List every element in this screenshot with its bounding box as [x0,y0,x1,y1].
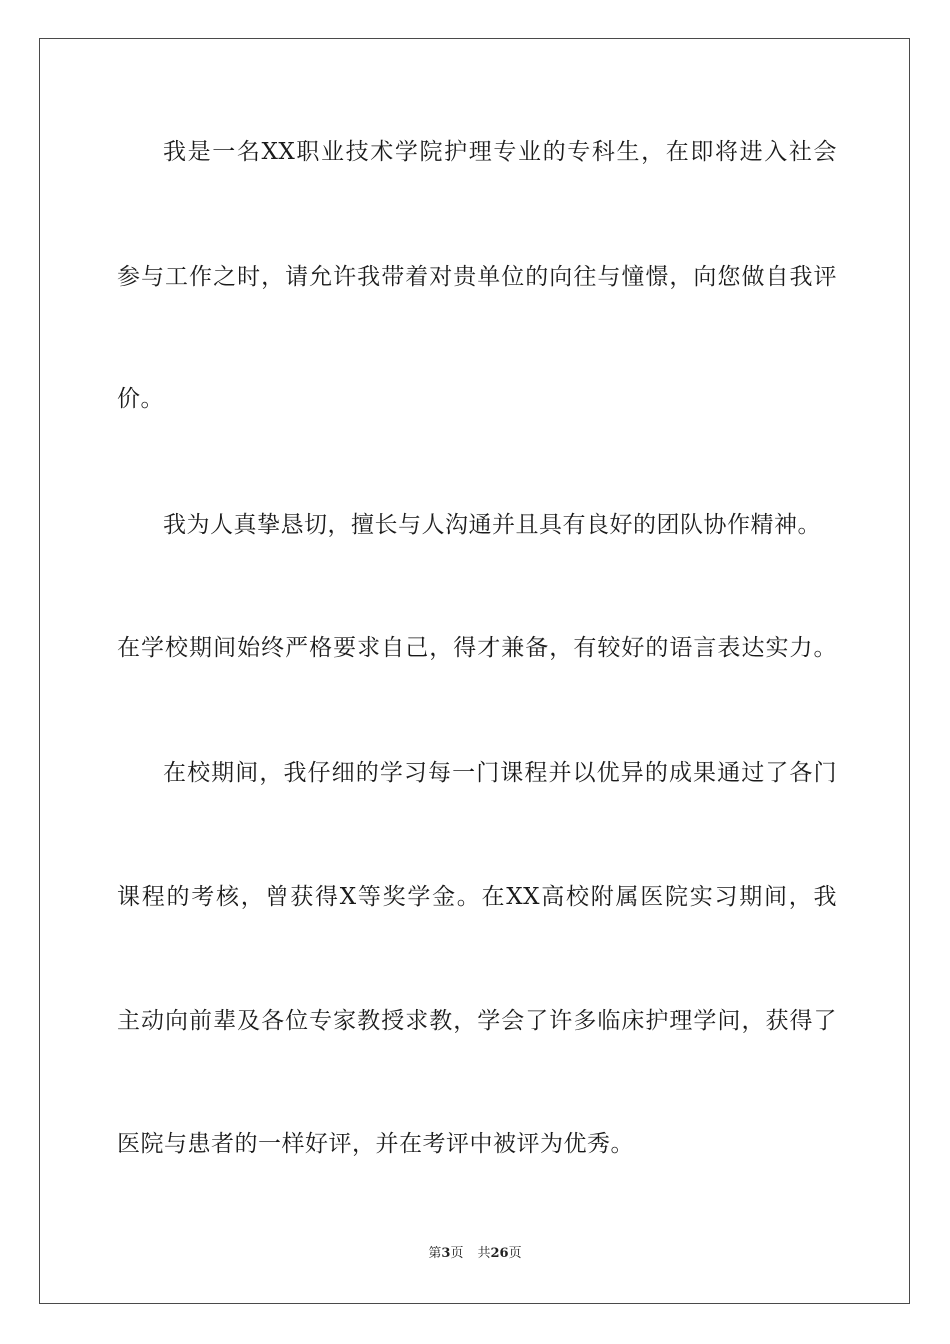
paragraph-3-line-1: 在校期间，我仔细的学习每一门课程并以优异的成果通过了各门 [163,760,837,786]
paragraph-1-line-1: 我是一名XX职业技术学院护理专业的专科生，在即将进入社会 [163,139,837,165]
page-footer [0,1245,950,1263]
paragraph-1-line-2: 参与工作之时，请允许我带着对贵单位的向往与憧憬，向您做自我评 [117,264,837,290]
paragraph-3-line-4: 医院与患者的一样好评，并在考评中被评为优秀。 [117,1131,634,1157]
paragraph-3-line-2: 课程的考核，曾获得X等奖学金。在XX高校附属医院实习期间，我 [117,884,837,910]
paragraph-3-line-3: 主动向前辈及各位专家教授求教，学会了许多临床护理学问，获得了 [117,1008,837,1034]
total-pages: 26 [490,1246,509,1261]
page-number: 3 [441,1246,451,1261]
total-suffix: 页 [508,1246,522,1261]
page-frame [39,38,910,1304]
paragraph-2-line-1: 我为人真挚恳切，擅长与人沟通并且具有良好的团队协作精神。 [163,512,821,538]
page-suffix: 页 [450,1246,464,1261]
paragraph-1-line-3: 价。 [117,386,164,412]
paragraph-2-line-2: 在学校期间始终严格要求自己，得才兼备，有较好的语言表达实力。 [117,635,837,661]
page-prefix: 第 [428,1246,442,1261]
total-prefix: 共 [477,1246,491,1261]
